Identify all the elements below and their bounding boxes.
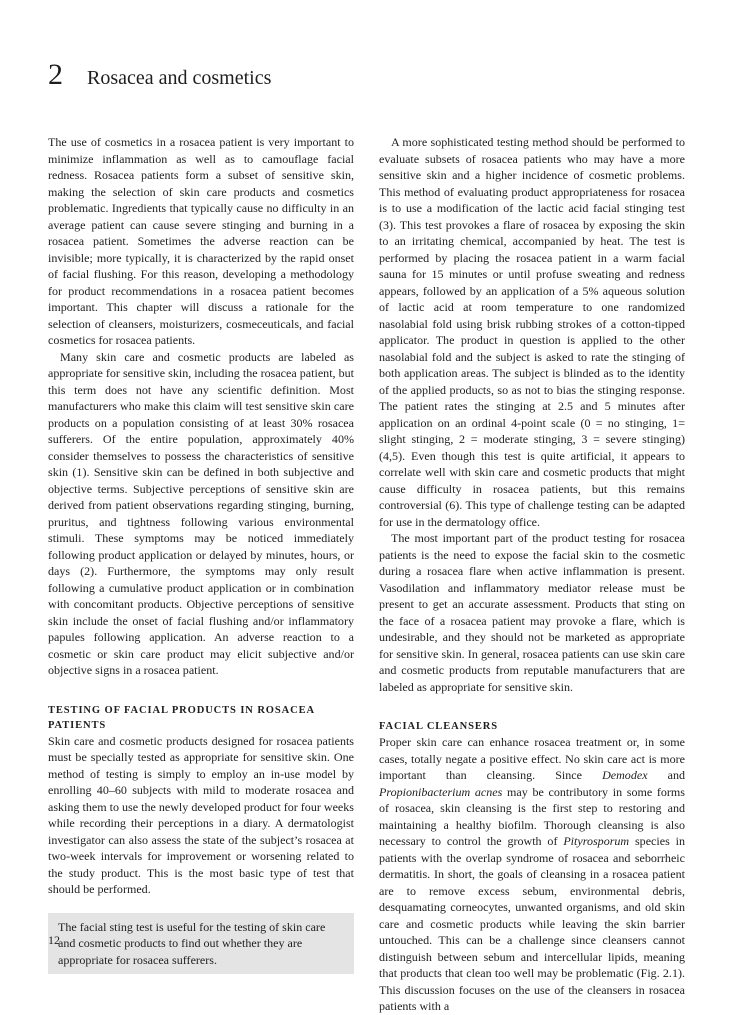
flare-paragraph: The most important part of the product testing for rosacea patients is the need to expose the facial skin to the cosmetic during a rosacea flare when active inflammation is present. Vasodilation and inflammatory mediator release must be present to get an accurate assessment. Products that sting on the face of a rosacea patient may provoke a flare, which is undesirable, and they should not be marketed as appropriate for sensitive skin. In general, rosacea patients can use skin care and cosmetic products from reputable manufacturers that are labeled as appropriate for sensitive skin. bbox=[379, 531, 685, 694]
propionibacterium-term: Propionibacterium acnes bbox=[379, 784, 503, 799]
testing-paragraph: Skin care and cosmetic products designed for rosacea patients must be specially tested as appropriate for sensitive skin. One method of testing is simply to employ an in-use model by enrolling 40–60 subjects with mild to moderate rosacea and asking them to use the newly developed product for four weeks while recording their perceptions in a diary. A dermatologist investigator can also assess the state of the subject’s rosacea at two-week intervals for improvement or worsening related to the study product. This is the most basic type of test that should be performed. bbox=[48, 733, 354, 896]
callout-box bbox=[48, 913, 354, 975]
cleansers-text-4: species in patients with the overlap syndrome of rosacea and seborrheic dermatitis. In short, the goals of cleansing in a rosacea patient are to remove excess sebum, environmental debris, desquamating corneocytes, unwanted organisms, and old skin care and cosmetic products while leaving the skin barrier untouched. This can be a challenge since cleansers cannot distinguish between sebum and intercellular lipids, meaning that products that clean too well may be problematic (Fig. 2.1). This discussion focuses on the use of the cleansers in rosacea patients with a bbox=[379, 834, 685, 1013]
cleansers-paragraph bbox=[379, 734, 685, 1015]
page-number: 12 bbox=[48, 933, 60, 947]
testing-section-heading: TESTING OF FACIAL PRODUCTS IN ROSACEA PATIENTS bbox=[48, 704, 315, 731]
chapter-name: Rosacea and cosmetics bbox=[87, 67, 272, 89]
chapter-title bbox=[48, 60, 271, 90]
intro-paragraph: The use of cosmetics in a rosacea patient is very important to minimize inflammation as well as to camouflage facial redness. Rosacea patients form a subset of sensitive skin, making the selection of skin care products and cosmetics problematic. Ingredients that typically cause no difficulty in an average patient can cause severe stinging and burning in a rosacea patient. Sometimes the adverse reaction can be invisible; more typically, it is characterized by the rapid onset of facial flushing. For this reason, developing a methodology for product recommendations in a rosacea patient becomes important. This chapter will discuss a rationale for the selection of cleansers, moisturizers, cosmeceuticals, and facial cosmetics for rosacea patients. bbox=[48, 135, 354, 347]
cleansers-text-3: may be contributory in some forms of rosacea, skin cleansing is the first step to restoring and maintaining a healthy biofilm. Thorough cleansing is also necessary to control the growth of bbox=[379, 784, 685, 848]
cleansers-text-2: and bbox=[647, 768, 686, 782]
demodex-term: Demodex bbox=[602, 768, 648, 782]
pityrosporum-term: Pityrosporum bbox=[563, 834, 630, 848]
sting-test-paragraph: A more sophisticated testing method should be performed to evaluate subsets of rosacea patients who may have a more sensitive skin and a higher incidence of cosmetic problems. This method of evaluating product appropriateness for rosacea is to use a modification of the lactic acid facial stinging test (3). This test provokes a flare of rosacea by exposing the skin to an irritating chemical, accompanied by heat. The test is performed by placing the rosacea patient in a warm facial sauna for 15 minutes or until profuse sweating and redness appears, followed by an application of a 5% aqueous solution of lactic acid at room temperature to one randomized nasolabial fold using brisk rubbing strokes of a cotton-tipped applicator. The product in question is applied to the other nasolabial fold and the subject is asked to rate the stinging of both application areas. The subject is blinded as to the identity of the applied products, so as not to bias the stinging response. The patient rates the stinging at 2.5 and 5 minutes after application on an ordinal 4-point scale (0 = no stinging, 1= slight stinging, 2 = moderate stinging, 3 = severe stinging) (4,5). Even though this test is quite artificial, it appears to correlate well with skin care and cosmetic products that might cause difficulty in rosacea patients, but this remains controversial (6). This type of challenge testing can be adapted for use in the dermatology office. bbox=[379, 135, 685, 529]
cleansers-text-1: Proper skin care can enhance rosacea treatment or, in some cases, totally negate a positive effect. No skin care act is more important than cleansing. Since bbox=[379, 735, 685, 782]
chapter-number: 2 bbox=[48, 58, 63, 91]
cleansers-section-heading: FACIAL CLEANSERS bbox=[379, 721, 498, 732]
callout-text: The facial sting test is useful for the testing of skin care and cosmetic products to find out whether they are appropriate for rosacea sufferers. bbox=[58, 919, 326, 967]
sensitive-skin-paragraph: Many skin care and cosmetic products are labeled as appropriate for sensitive skin, including the rosacea patient, but this term does not have any scientific definition. Most manufacturers who make this claim will test sensitive skin care products on a population consisting of at least 30% rosacea sufferers. Of the entire population, approximately 40% consider themselves to possess the characteristics of sensitive skin (1). Sensitive skin can be defined in both subjective and objective terms. Subjective perceptions of sensitive skin are derived from patient observations regarding stinging, burning, pruritus, and tightness following various environmental stimuli. These symptoms may be noticed immediately following product application or delayed by minutes, hours, or days (2). Furthermore, the symptoms may only result following a cumulative product application or in combination with concomitant products. Objective perceptions of sensitive skin include the onset of facial flushing and/or inflammatory papules following application. An adverse reaction to a cosmetic or skin care product may elicit subjective and/or objective signs in a rosacea patient. bbox=[48, 349, 354, 677]
left-column bbox=[48, 134, 354, 974]
right-column bbox=[379, 134, 685, 1015]
